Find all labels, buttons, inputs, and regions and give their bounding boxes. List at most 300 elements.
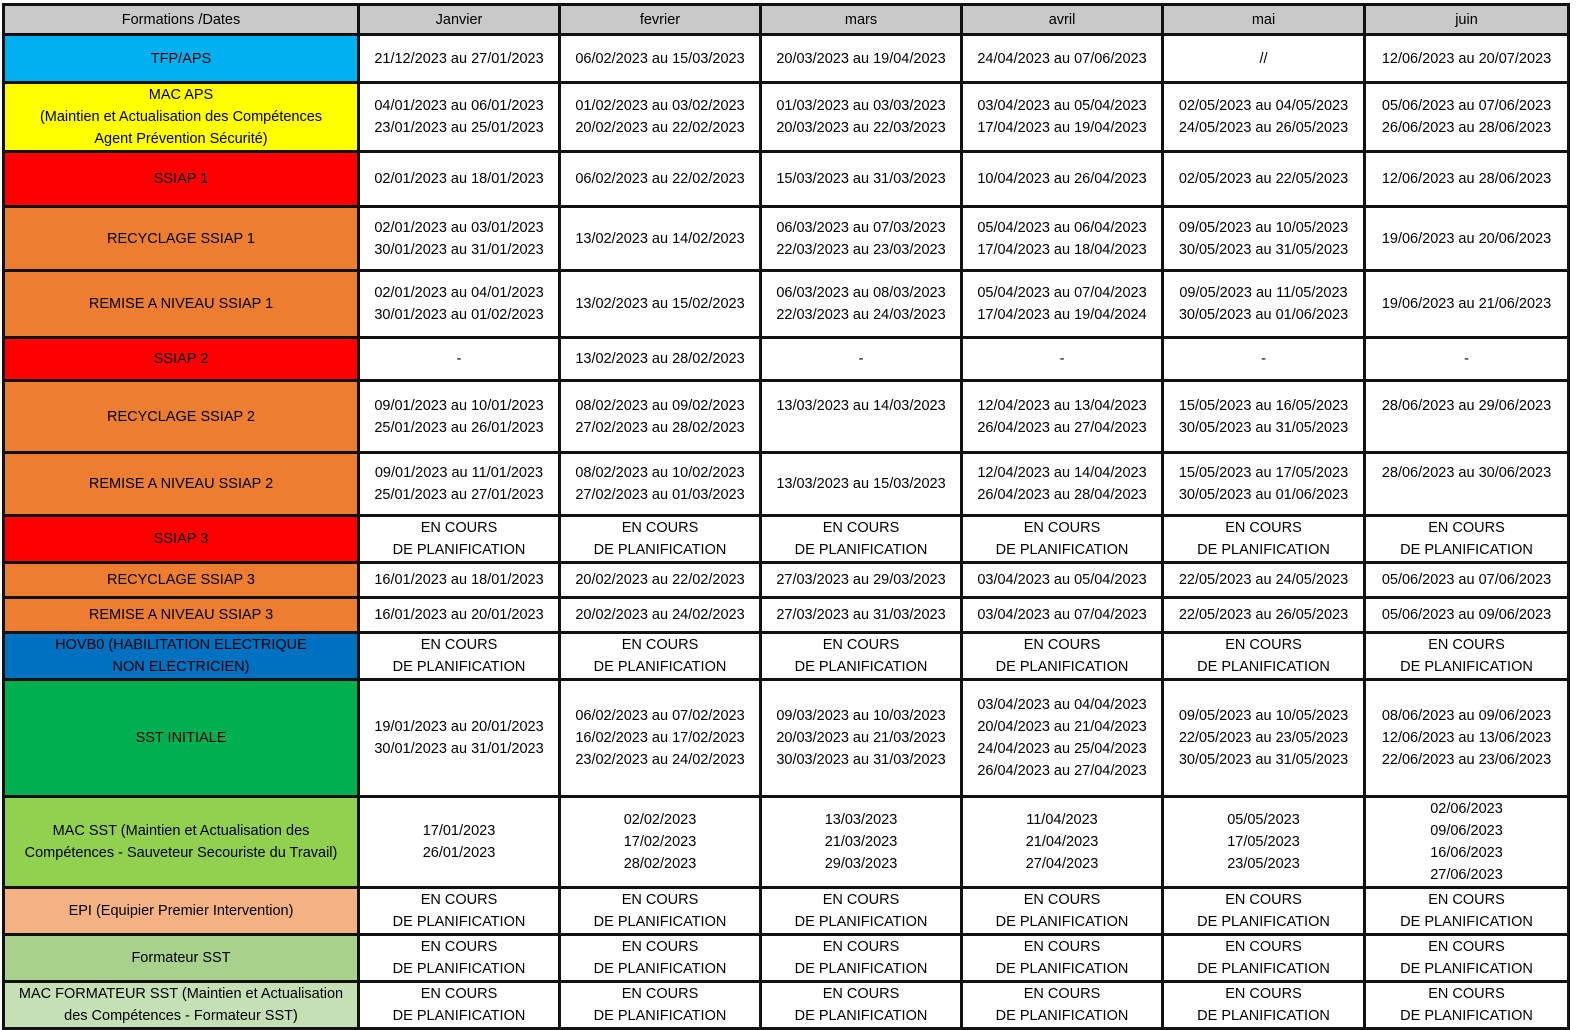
date-cell	[560, 207, 761, 271]
date-cell	[1365, 982, 1569, 1029]
date-line: 24/04/2023 au 07/06/2023	[977, 50, 1147, 67]
date-cell	[359, 633, 560, 680]
formation-label-line: MAC SST (Maintien et Actualisation des	[52, 823, 310, 839]
date-cell	[962, 563, 1163, 598]
date-line: EN COURS	[1428, 892, 1505, 908]
date-line: DE PLANIFICATION	[1400, 542, 1533, 558]
date-line: 22/05/2023 au 23/05/2023	[1178, 730, 1349, 746]
date-line: 19/06/2023 au 21/06/2023	[1381, 296, 1552, 312]
date-cell	[1365, 207, 1569, 271]
date-cell	[359, 563, 560, 598]
date-line: 17/01/2023	[422, 823, 496, 839]
date-line: 17/05/2023	[1227, 834, 1300, 850]
date-line: EN COURS	[1428, 520, 1505, 536]
date-cell	[962, 935, 1163, 982]
date-line: DE PLANIFICATION	[995, 961, 1129, 977]
date-line: 09/01/2023 au 11/01/2023	[374, 465, 544, 481]
date-line: 04/01/2023 au 06/01/2023	[374, 98, 544, 114]
date-line: 16/02/2023 au 17/02/2023	[575, 730, 745, 746]
date-line: DE PLANIFICATION	[794, 1008, 928, 1024]
date-cell	[1365, 152, 1569, 207]
date-cell	[560, 797, 761, 888]
date-line: EN COURS	[621, 939, 699, 955]
date-line: 09/05/2023 au 11/05/2023	[1179, 285, 1348, 301]
header-month-mai: mai	[1163, 5, 1365, 35]
date-line: EN COURS	[822, 637, 900, 653]
date-line: 06/02/2023 au 22/02/2023	[575, 171, 745, 187]
date-line: 13/02/2023 au 14/02/2023	[575, 230, 745, 247]
date-cell	[1163, 797, 1365, 888]
date-line: 25/01/2023 au 26/01/2023	[374, 419, 544, 436]
date-cell	[359, 453, 560, 516]
date-line: 16/06/2023	[1430, 845, 1503, 861]
formation-label-line: HOVB0 (HABILITATION ELECTRIQUE	[55, 637, 307, 653]
training-schedule-table	[2, 3, 1570, 1030]
date-cell	[761, 516, 962, 563]
date-cell	[560, 633, 761, 680]
date-line: 03/04/2023 au 04/04/2023	[977, 697, 1147, 713]
date-line: DE PLANIFICATION	[995, 1008, 1129, 1024]
date-line: 17/02/2023	[623, 834, 697, 850]
date-line: 13/03/2023	[824, 812, 898, 828]
date-line: 13/02/2023 au 28/02/2023	[575, 351, 745, 367]
date-line: DE PLANIFICATION	[392, 659, 526, 675]
formation-label-line: SSIAP 3	[153, 531, 209, 547]
date-line: 05/04/2023 au 06/04/2023	[977, 219, 1147, 236]
formation-label-cell	[4, 935, 359, 982]
date-cell	[761, 797, 962, 888]
date-line: 05/04/2023 au 07/04/2023	[977, 285, 1147, 301]
date-line: 30/05/2023 au 31/05/2023	[1178, 752, 1349, 768]
date-line: DE PLANIFICATION	[1400, 914, 1533, 930]
date-cell	[359, 516, 560, 563]
date-line: EN COURS	[420, 637, 498, 653]
table-row	[4, 516, 1569, 563]
date-cell	[962, 35, 1163, 83]
formation-label-line: TFP/APS	[150, 50, 212, 67]
date-cell	[560, 680, 761, 797]
table-row	[4, 152, 1569, 207]
date-cell	[962, 633, 1163, 680]
formation-label-cell	[4, 338, 359, 381]
date-cell	[1365, 598, 1569, 633]
date-cell	[962, 453, 1163, 516]
formation-label-line: MAC FORMATEUR SST (Maintien et Actualisation	[18, 986, 344, 1002]
date-line: 11/04/2023	[1026, 812, 1098, 828]
formation-label-line: REMISE A NIVEAU SSIAP 1	[88, 296, 274, 312]
date-line: 22/03/2023 au 24/03/2023	[776, 307, 946, 323]
date-cell	[1365, 35, 1569, 83]
date-line: 19/01/2023 au 20/01/2023	[374, 719, 544, 735]
date-cell	[1163, 83, 1365, 152]
date-cell	[761, 207, 962, 271]
date-line: DE PLANIFICATION	[593, 659, 727, 675]
date-line: -	[1261, 351, 1266, 367]
date-cell	[1163, 35, 1365, 83]
date-cell	[1163, 271, 1365, 338]
date-line: 28/06/2023 au 30/06/2023	[1381, 465, 1552, 481]
date-line: 20/03/2023 au 19/04/2023	[776, 50, 946, 67]
date-line: DE PLANIFICATION	[1400, 961, 1533, 977]
header-month-avril: avril	[962, 5, 1163, 35]
date-line: 09/05/2023 au 10/05/2023	[1178, 708, 1349, 724]
date-cell	[359, 982, 560, 1029]
table-body	[4, 35, 1569, 1029]
date-line: 30/03/2023 au 31/03/2023	[776, 752, 946, 768]
date-line: EN COURS	[1225, 892, 1302, 908]
header-month-mars: mars	[761, 5, 962, 35]
table-row	[4, 35, 1569, 83]
date-line: 02/05/2023 au 22/05/2023	[1178, 171, 1349, 187]
date-line: EN COURS	[1428, 637, 1505, 653]
date-line: //	[1259, 50, 1268, 67]
date-cell	[1365, 797, 1569, 888]
date-line: 12/04/2023 au 13/04/2023	[977, 397, 1147, 414]
date-line: EN COURS	[1428, 939, 1505, 955]
date-cell	[1163, 516, 1365, 563]
date-line: 15/03/2023 au 31/03/2023	[776, 171, 946, 187]
date-cell	[359, 888, 560, 935]
date-line: 30/05/2023 au 01/06/2023	[1178, 307, 1349, 323]
date-cell	[962, 338, 1163, 381]
formation-label-line: SSIAP 2	[153, 351, 209, 367]
date-cell	[1163, 563, 1365, 598]
date-line: DE PLANIFICATION	[794, 914, 928, 930]
formation-label-cell	[4, 633, 359, 680]
date-line: 15/05/2023 au 16/05/2023	[1178, 397, 1349, 414]
date-cell	[560, 598, 761, 633]
date-line: EN COURS	[1225, 520, 1302, 536]
formation-label-cell	[4, 563, 359, 598]
date-cell	[359, 83, 560, 152]
date-cell	[761, 152, 962, 207]
date-cell	[560, 563, 761, 598]
date-line: 27/06/2023	[1430, 867, 1503, 883]
date-line: 05/06/2023 au 07/06/2023	[1381, 572, 1552, 588]
date-line: 24/05/2023 au 26/05/2023	[1178, 120, 1349, 136]
date-cell	[1163, 453, 1365, 516]
date-line: 20/02/2023 au 24/02/2023	[575, 607, 745, 623]
table-row	[4, 633, 1569, 680]
date-line: 25/01/2023 au 27/01/2023	[374, 487, 544, 503]
formation-label-cell	[4, 83, 359, 152]
formation-label-line: RECYCLAGE SSIAP 2	[106, 408, 256, 425]
date-line: 20/03/2023 au 21/03/2023	[776, 730, 946, 746]
date-line: DE PLANIFICATION	[1400, 659, 1533, 675]
date-cell	[560, 271, 761, 338]
date-cell	[560, 152, 761, 207]
date-line: 17/04/2023 au 19/04/2024	[977, 307, 1147, 323]
date-line: 23/05/2023	[1227, 856, 1300, 872]
date-cell	[1365, 633, 1569, 680]
date-cell	[761, 935, 962, 982]
formation-label-line: SSIAP 1	[153, 171, 209, 187]
date-cell	[359, 381, 560, 453]
date-line: DE PLANIFICATION	[1400, 1008, 1533, 1024]
date-line: 02/05/2023 au 04/05/2023	[1178, 98, 1349, 114]
date-cell	[761, 563, 962, 598]
date-cell	[761, 680, 962, 797]
formation-label-cell	[4, 453, 359, 516]
date-line: EN COURS	[621, 986, 699, 1002]
date-line: 12/06/2023 au 20/07/2023	[1381, 50, 1552, 67]
date-line: EN COURS	[1023, 986, 1101, 1002]
date-line: -	[858, 351, 864, 367]
date-cell	[761, 982, 962, 1029]
date-line: 08/02/2023 au 10/02/2023	[575, 465, 745, 481]
date-line: 27/02/2023 au 01/03/2023	[575, 487, 745, 503]
date-line: 26/01/2023	[422, 845, 496, 861]
date-line: 03/04/2023 au 05/04/2023	[977, 98, 1147, 114]
date-cell	[761, 888, 962, 935]
date-line: 02/01/2023 au 04/01/2023	[374, 285, 544, 301]
date-line: EN COURS	[1023, 939, 1101, 955]
date-line: 09/06/2023	[1430, 823, 1503, 839]
date-cell	[359, 271, 560, 338]
formation-label-cell	[4, 207, 359, 271]
date-cell	[1365, 271, 1569, 338]
date-line: DE PLANIFICATION	[1197, 1008, 1330, 1024]
date-line: 13/03/2023 au 15/03/2023	[776, 476, 946, 492]
date-line: EN COURS	[420, 520, 498, 536]
formation-label-cell	[4, 680, 359, 797]
header-month-fevrier: fevrier	[560, 5, 761, 35]
date-cell	[962, 598, 1163, 633]
date-line: 22/03/2023 au 23/03/2023	[776, 241, 946, 258]
date-line: 12/06/2023 au 28/06/2023	[1381, 171, 1552, 187]
date-line: 03/04/2023 au 05/04/2023	[977, 572, 1147, 588]
date-line: 09/03/2023 au 10/03/2023	[776, 708, 946, 724]
date-line: 05/05/2023	[1227, 812, 1300, 828]
date-cell	[359, 680, 560, 797]
date-line: DE PLANIFICATION	[593, 1008, 727, 1024]
date-line: 21/12/2023 au 27/01/2023	[374, 50, 544, 67]
table-row	[4, 797, 1569, 888]
date-line: 02/01/2023 au 18/01/2023	[374, 171, 544, 187]
date-line: 13/03/2023 au 14/03/2023	[776, 397, 946, 414]
table-row	[4, 935, 1569, 982]
date-line: EN COURS	[822, 986, 900, 1002]
date-cell	[761, 83, 962, 152]
formation-label-line: RECYCLAGE SSIAP 3	[106, 572, 256, 588]
date-cell	[359, 598, 560, 633]
date-line: 02/01/2023 au 03/01/2023	[374, 219, 544, 236]
date-cell	[1163, 680, 1365, 797]
date-cell	[560, 982, 761, 1029]
date-line: 05/06/2023 au 07/06/2023	[1381, 98, 1552, 114]
date-cell	[1365, 935, 1569, 982]
date-line: 06/02/2023 au 15/03/2023	[575, 50, 745, 67]
date-cell	[1365, 516, 1569, 563]
date-cell	[962, 797, 1163, 888]
date-line: 26/04/2023 au 28/04/2023	[977, 487, 1147, 503]
formation-label-cell	[4, 271, 359, 338]
date-line: -	[1464, 351, 1469, 367]
date-line: DE PLANIFICATION	[392, 1008, 526, 1024]
date-line: EN COURS	[1023, 637, 1101, 653]
date-line	[764, 417, 958, 439]
date-line: EN COURS	[1225, 939, 1302, 955]
formation-label-line: Formateur SST	[131, 950, 231, 966]
table-row	[4, 338, 1569, 381]
date-cell	[560, 83, 761, 152]
date-cell	[1163, 982, 1365, 1029]
table-row	[4, 83, 1569, 152]
date-cell	[560, 35, 761, 83]
date-line: EN COURS	[1225, 986, 1302, 1002]
date-line: 22/05/2023 au 26/05/2023	[1178, 607, 1349, 623]
date-cell	[1163, 598, 1365, 633]
date-cell	[560, 935, 761, 982]
date-line: -	[456, 351, 462, 367]
formation-label-line: Agent Prévention Sécurité)	[94, 131, 268, 147]
date-cell	[1163, 888, 1365, 935]
date-cell	[761, 381, 962, 453]
date-line: 05/06/2023 au 09/06/2023	[1381, 607, 1552, 623]
date-cell	[1365, 453, 1569, 516]
date-line: 06/03/2023 au 08/03/2023	[776, 285, 946, 301]
date-line: -	[1059, 351, 1065, 367]
date-line: DE PLANIFICATION	[995, 914, 1129, 930]
table-row	[4, 381, 1569, 453]
date-line	[1368, 484, 1565, 506]
date-line: EN COURS	[420, 986, 498, 1002]
date-line: 16/01/2023 au 20/01/2023	[374, 607, 544, 623]
date-line: 21/03/2023	[824, 834, 898, 850]
formation-label-cell	[4, 152, 359, 207]
date-line: 22/05/2023 au 24/05/2023	[1178, 572, 1349, 588]
date-line: 06/03/2023 au 07/03/2023	[776, 219, 946, 236]
date-cell	[1163, 633, 1365, 680]
date-line: DE PLANIFICATION	[593, 914, 727, 930]
date-line: 13/02/2023 au 15/02/2023	[575, 296, 745, 312]
date-line: EN COURS	[621, 520, 699, 536]
date-line: 15/05/2023 au 17/05/2023	[1178, 465, 1349, 481]
date-line: 27/03/2023 au 29/03/2023	[776, 572, 946, 588]
date-line: 23/02/2023 au 24/02/2023	[575, 752, 745, 768]
date-cell	[359, 797, 560, 888]
date-line: DE PLANIFICATION	[794, 542, 928, 558]
date-cell	[761, 598, 962, 633]
date-line: DE PLANIFICATION	[593, 542, 727, 558]
date-line: 12/06/2023 au 13/06/2023	[1381, 730, 1552, 746]
date-line: 20/02/2023 au 22/02/2023	[575, 120, 745, 136]
formation-label-cell	[4, 516, 359, 563]
date-line: 01/03/2023 au 03/03/2023	[776, 98, 946, 114]
formation-label-cell	[4, 598, 359, 633]
date-cell	[1163, 338, 1365, 381]
date-cell	[761, 271, 962, 338]
formation-label-line: (Maintien et Actualisation des Compétences	[39, 109, 323, 125]
date-line: 30/01/2023 au 01/02/2023	[374, 307, 544, 323]
date-line: 22/06/2023 au 23/06/2023	[1381, 752, 1552, 768]
date-line: 06/02/2023 au 07/02/2023	[575, 708, 745, 724]
date-line: DE PLANIFICATION	[392, 914, 526, 930]
date-line: 08/06/2023 au 09/06/2023	[1381, 708, 1552, 724]
header-row	[4, 5, 1569, 35]
date-line: 03/04/2023 au 07/04/2023	[977, 607, 1147, 623]
date-line: EN COURS	[822, 892, 900, 908]
table-row	[4, 207, 1569, 271]
date-cell	[1365, 888, 1569, 935]
date-line: DE PLANIFICATION	[392, 961, 526, 977]
schedule-sheet	[2, 3, 1570, 1030]
date-line: EN COURS	[1225, 637, 1302, 653]
date-cell	[1163, 935, 1365, 982]
date-cell	[359, 152, 560, 207]
date-line: 20/03/2023 au 22/03/2023	[776, 120, 946, 136]
date-line: 02/02/2023	[623, 812, 697, 828]
table-row	[4, 271, 1569, 338]
date-line: DE PLANIFICATION	[392, 542, 526, 558]
date-line: DE PLANIFICATION	[1197, 914, 1330, 930]
date-cell	[962, 83, 1163, 152]
date-line: 10/04/2023 au 26/04/2023	[977, 171, 1147, 187]
date-cell	[560, 888, 761, 935]
date-line: 29/03/2023	[824, 856, 898, 872]
date-cell	[761, 633, 962, 680]
date-cell	[962, 152, 1163, 207]
date-line: 26/04/2023 au 27/04/2023	[977, 763, 1147, 779]
date-line: 16/01/2023 au 18/01/2023	[374, 572, 544, 588]
formation-label-cell	[4, 381, 359, 453]
date-line: EN COURS	[822, 939, 900, 955]
date-line: 20/04/2023 au 21/04/2023	[977, 719, 1147, 735]
date-line: EN COURS	[621, 892, 699, 908]
date-cell	[761, 338, 962, 381]
date-cell	[962, 982, 1163, 1029]
date-line: 30/05/2023 au 31/05/2023	[1178, 241, 1349, 258]
formation-label-cell	[4, 35, 359, 83]
header-formations-dates: Formations /Dates	[4, 5, 359, 35]
date-cell	[1163, 207, 1365, 271]
formation-label-line: EPI (Equipier Premier Intervention)	[68, 903, 294, 919]
formation-label-cell	[4, 797, 359, 888]
date-line: 21/04/2023	[1025, 834, 1099, 850]
date-line: 12/04/2023 au 14/04/2023	[977, 465, 1147, 481]
date-line: EN COURS	[1023, 520, 1101, 536]
date-cell	[1365, 338, 1569, 381]
date-line: DE PLANIFICATION	[794, 961, 928, 977]
formation-label-line: REMISE A NIVEAU SSIAP 3	[88, 607, 274, 623]
date-line: EN COURS	[822, 520, 900, 536]
date-line: DE PLANIFICATION	[593, 961, 727, 977]
date-line: 17/04/2023 au 19/04/2023	[977, 120, 1147, 136]
formation-label-line: RECYCLAGE SSIAP 1	[106, 230, 256, 247]
date-cell	[962, 207, 1163, 271]
date-line: 30/05/2023 au 01/06/2023	[1178, 487, 1349, 503]
date-line: 09/05/2023 au 10/05/2023	[1178, 219, 1349, 236]
date-line: DE PLANIFICATION	[1197, 542, 1330, 558]
header-month-janvier: Janvier	[359, 5, 560, 35]
date-line: 23/01/2023 au 25/01/2023	[374, 120, 544, 136]
table-row	[4, 598, 1569, 633]
date-cell	[761, 35, 962, 83]
date-line: EN COURS	[621, 637, 699, 653]
date-line: 28/06/2023 au 29/06/2023	[1381, 397, 1552, 414]
date-cell	[359, 35, 560, 83]
date-line: DE PLANIFICATION	[1197, 659, 1330, 675]
table-row	[4, 888, 1569, 935]
table-row	[4, 563, 1569, 598]
formation-label-cell	[4, 982, 359, 1029]
formation-label-cell	[4, 888, 359, 935]
date-cell	[560, 516, 761, 563]
date-line: 26/04/2023 au 27/04/2023	[977, 419, 1147, 436]
formation-label-line: NON ELECTRICIEN)	[112, 659, 250, 675]
header-month-juin: juin	[1365, 5, 1569, 35]
date-cell	[962, 888, 1163, 935]
